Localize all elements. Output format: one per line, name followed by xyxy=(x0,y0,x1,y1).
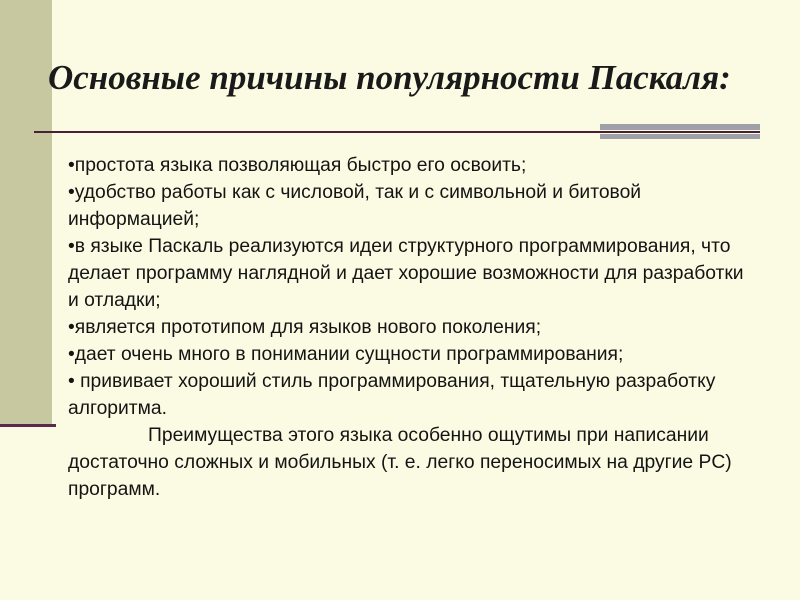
accent-stripe-bottom xyxy=(600,134,760,139)
closing-paragraph: Преимущества этого языка особенно ощутимы при написании достаточно сложных и мобильных (т. е. легко переносимых на другие PC) программ. xyxy=(68,425,732,500)
bullet-item: •дает очень много в понимании сущности программирования; xyxy=(68,344,624,365)
bullet-item: •в языке Паскаль реализуются идеи структурного программирования, что делает программу наглядной и дает хорошие возможности для разработки и отладки; xyxy=(68,236,744,311)
title-accent-stripes xyxy=(600,124,760,138)
title-underline xyxy=(34,131,600,133)
bullet-item: •удобство работы как с числовой, так и с символьной и битовой информацией; xyxy=(68,182,642,230)
slide-body xyxy=(68,152,748,503)
accent-stripe-middle xyxy=(600,131,760,133)
bullet-item: •является прототипом для языков нового поколения; xyxy=(68,317,542,338)
side-decoration-bar xyxy=(0,0,52,426)
bullet-item: •простота языка позволяющая быстро его освоить; xyxy=(68,155,527,176)
bullet-item: • прививает хороший стиль программирования, тщательную разработку алгоритма. xyxy=(68,371,716,419)
accent-stripe-top xyxy=(600,124,760,130)
side-bar-underline xyxy=(0,424,56,427)
slide-title: Основные причины популярности Паскаля: xyxy=(48,58,731,97)
